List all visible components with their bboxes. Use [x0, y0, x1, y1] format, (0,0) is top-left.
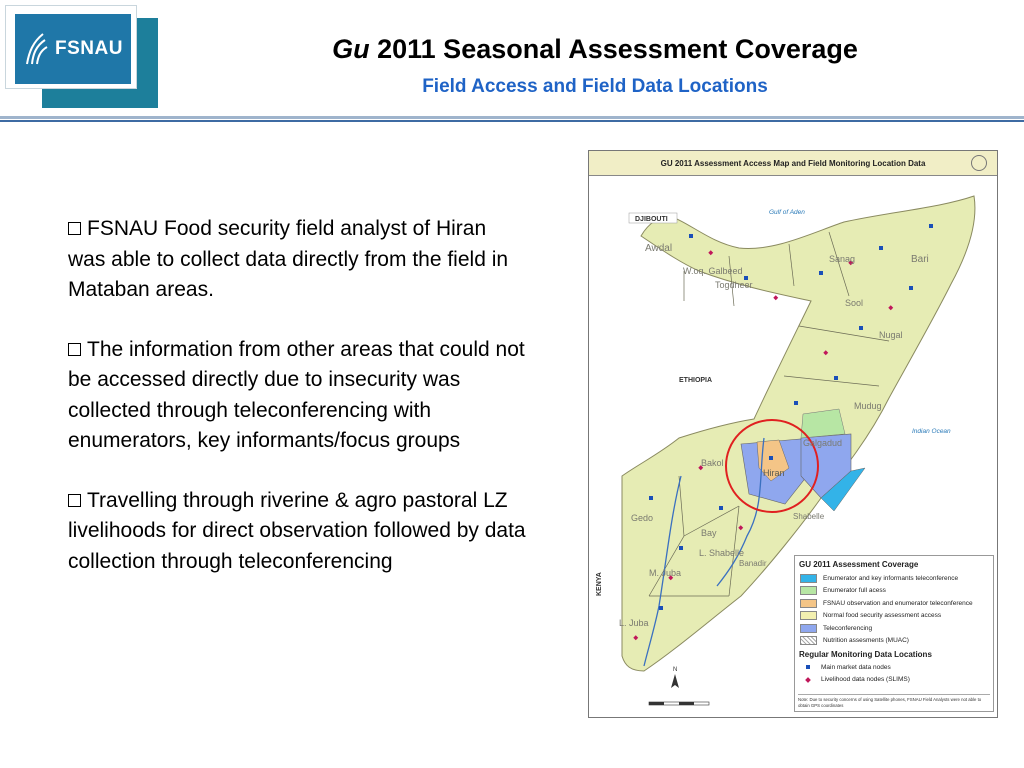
- assessment-map: [588, 150, 998, 718]
- checkbox-bullet-icon: [68, 494, 81, 507]
- bullet-text: Travelling through riverine & agro pastoral LZ livelihoods for direct observation followed by data collection through teleconferencing: [68, 488, 526, 573]
- legend-swatch: [800, 599, 817, 608]
- fao-emblem-icon: [971, 155, 987, 171]
- legend-note: Note: Due to security concerns of using Satellite phones, FSNAU Field Analysts were not able to obtain GPS coordinates: [798, 694, 990, 708]
- mudug-label: Mudug: [854, 401, 882, 411]
- l-juba-label: L. Juba: [619, 618, 649, 628]
- legend-marker: [800, 665, 815, 669]
- galgadud-label: Galgadud: [803, 438, 843, 448]
- l-shabelle-label: L. Shabelle: [699, 548, 745, 558]
- legend-row: [800, 622, 993, 635]
- checkbox-bullet-icon: [68, 222, 81, 235]
- bullet-item: [68, 486, 528, 578]
- title-italic: Gu: [332, 34, 370, 64]
- map-header: [589, 151, 997, 176]
- map-legend: [794, 555, 994, 712]
- djibouti-label: DJIBOUTI: [635, 216, 668, 223]
- checkbox-bullet-icon: [68, 343, 81, 356]
- ethiopia-label: ETHIOPIA: [679, 377, 713, 384]
- legend-row: [800, 635, 993, 648]
- awdal-label: Awdal: [645, 243, 673, 254]
- legend-row: [800, 661, 993, 674]
- legend-row: [800, 585, 993, 598]
- legend-label: Teleconferencing: [823, 624, 873, 632]
- logo-text: FSNAU: [55, 38, 123, 59]
- legend-label: Normal food security assessment access: [823, 612, 942, 620]
- legend-row: [800, 597, 993, 610]
- header-rule-dark: [0, 120, 1024, 122]
- bullet-list: [68, 214, 528, 606]
- m-shabelle-label: Shabelle: [793, 512, 825, 521]
- nugal-label: Nugal: [879, 330, 903, 340]
- legend-label: Nutrition assesments (MUAC): [823, 637, 909, 645]
- bakol-label: Bakol: [701, 458, 724, 468]
- legend-label: Enumerator and key informants teleconference: [823, 574, 959, 582]
- title-rest: 2011 Seasonal Assessment Coverage: [369, 34, 858, 64]
- sool-label: Sool: [845, 298, 864, 308]
- woqooyi-galbeed-label: W.oq. Galbeed: [683, 266, 743, 276]
- legend-label: FSNAU observation and enumerator teleconference: [823, 599, 973, 607]
- kenya-label: KENYA: [596, 572, 603, 596]
- legend-marker: [800, 678, 815, 682]
- legend-row: [800, 572, 993, 585]
- legend-swatch: [800, 611, 817, 620]
- bullet-item: [68, 214, 528, 306]
- legend-monitoring-title: Regular Monitoring Data Locations: [799, 650, 932, 659]
- slide-title: [200, 34, 990, 65]
- slide-subtitle: Field Access and Field Data Locations: [422, 76, 768, 97]
- legend-label: Livelihood data nodes (SLIMS): [821, 676, 910, 684]
- north-label: N: [673, 667, 678, 673]
- legend-row: [800, 674, 993, 687]
- togdheer-label: Togdheer: [715, 280, 753, 290]
- north-arrow-icon: [671, 667, 679, 688]
- bari-label: Bari: [911, 254, 929, 265]
- square-marker-icon: [806, 665, 810, 669]
- legend-label: Enumerator full acess: [823, 587, 886, 595]
- legend-row: [800, 610, 993, 623]
- wheat-icon: [23, 32, 49, 66]
- logo-box: [15, 14, 131, 84]
- m-juba-label: M. Juba: [649, 568, 682, 578]
- hiran-label: Hiran: [763, 468, 785, 478]
- diamond-marker-icon: [805, 677, 811, 683]
- legend-swatch: [800, 586, 817, 595]
- logo-frame: [5, 5, 137, 89]
- map-header-title: GU 2011 Assessment Access Map and Field Monitoring Location Data: [660, 158, 926, 168]
- bullet-text: The information from other areas that could not be accessed directly due to insecurity was collected through teleconferencing with enumerators, key informants/focus groups: [68, 337, 525, 452]
- legend-swatch: [800, 574, 817, 583]
- bullet-item: [68, 335, 528, 457]
- header-rule-light: [0, 116, 1024, 119]
- bay-label: Bay: [701, 528, 717, 538]
- legend-title: GU 2011 Assessment Coverage: [799, 560, 919, 569]
- legend-label: Main market data nodes: [821, 663, 891, 671]
- legend-swatch: [800, 624, 817, 633]
- full-access-zone: [801, 409, 845, 438]
- gulf-of-aden-label: Gulf of Aden: [769, 209, 805, 216]
- legend-swatch: [800, 636, 817, 645]
- scale-bar: [649, 702, 709, 705]
- gedo-label: Gedo: [631, 513, 654, 523]
- indian-ocean-label: Indian Ocean: [912, 428, 951, 435]
- bullet-text: FSNAU Food security field analyst of Hiran was able to collect data directly from the field in Mataban areas.: [68, 217, 509, 301]
- banadir-label: Banadir: [739, 559, 767, 568]
- sanag-label: Sanag: [829, 254, 856, 264]
